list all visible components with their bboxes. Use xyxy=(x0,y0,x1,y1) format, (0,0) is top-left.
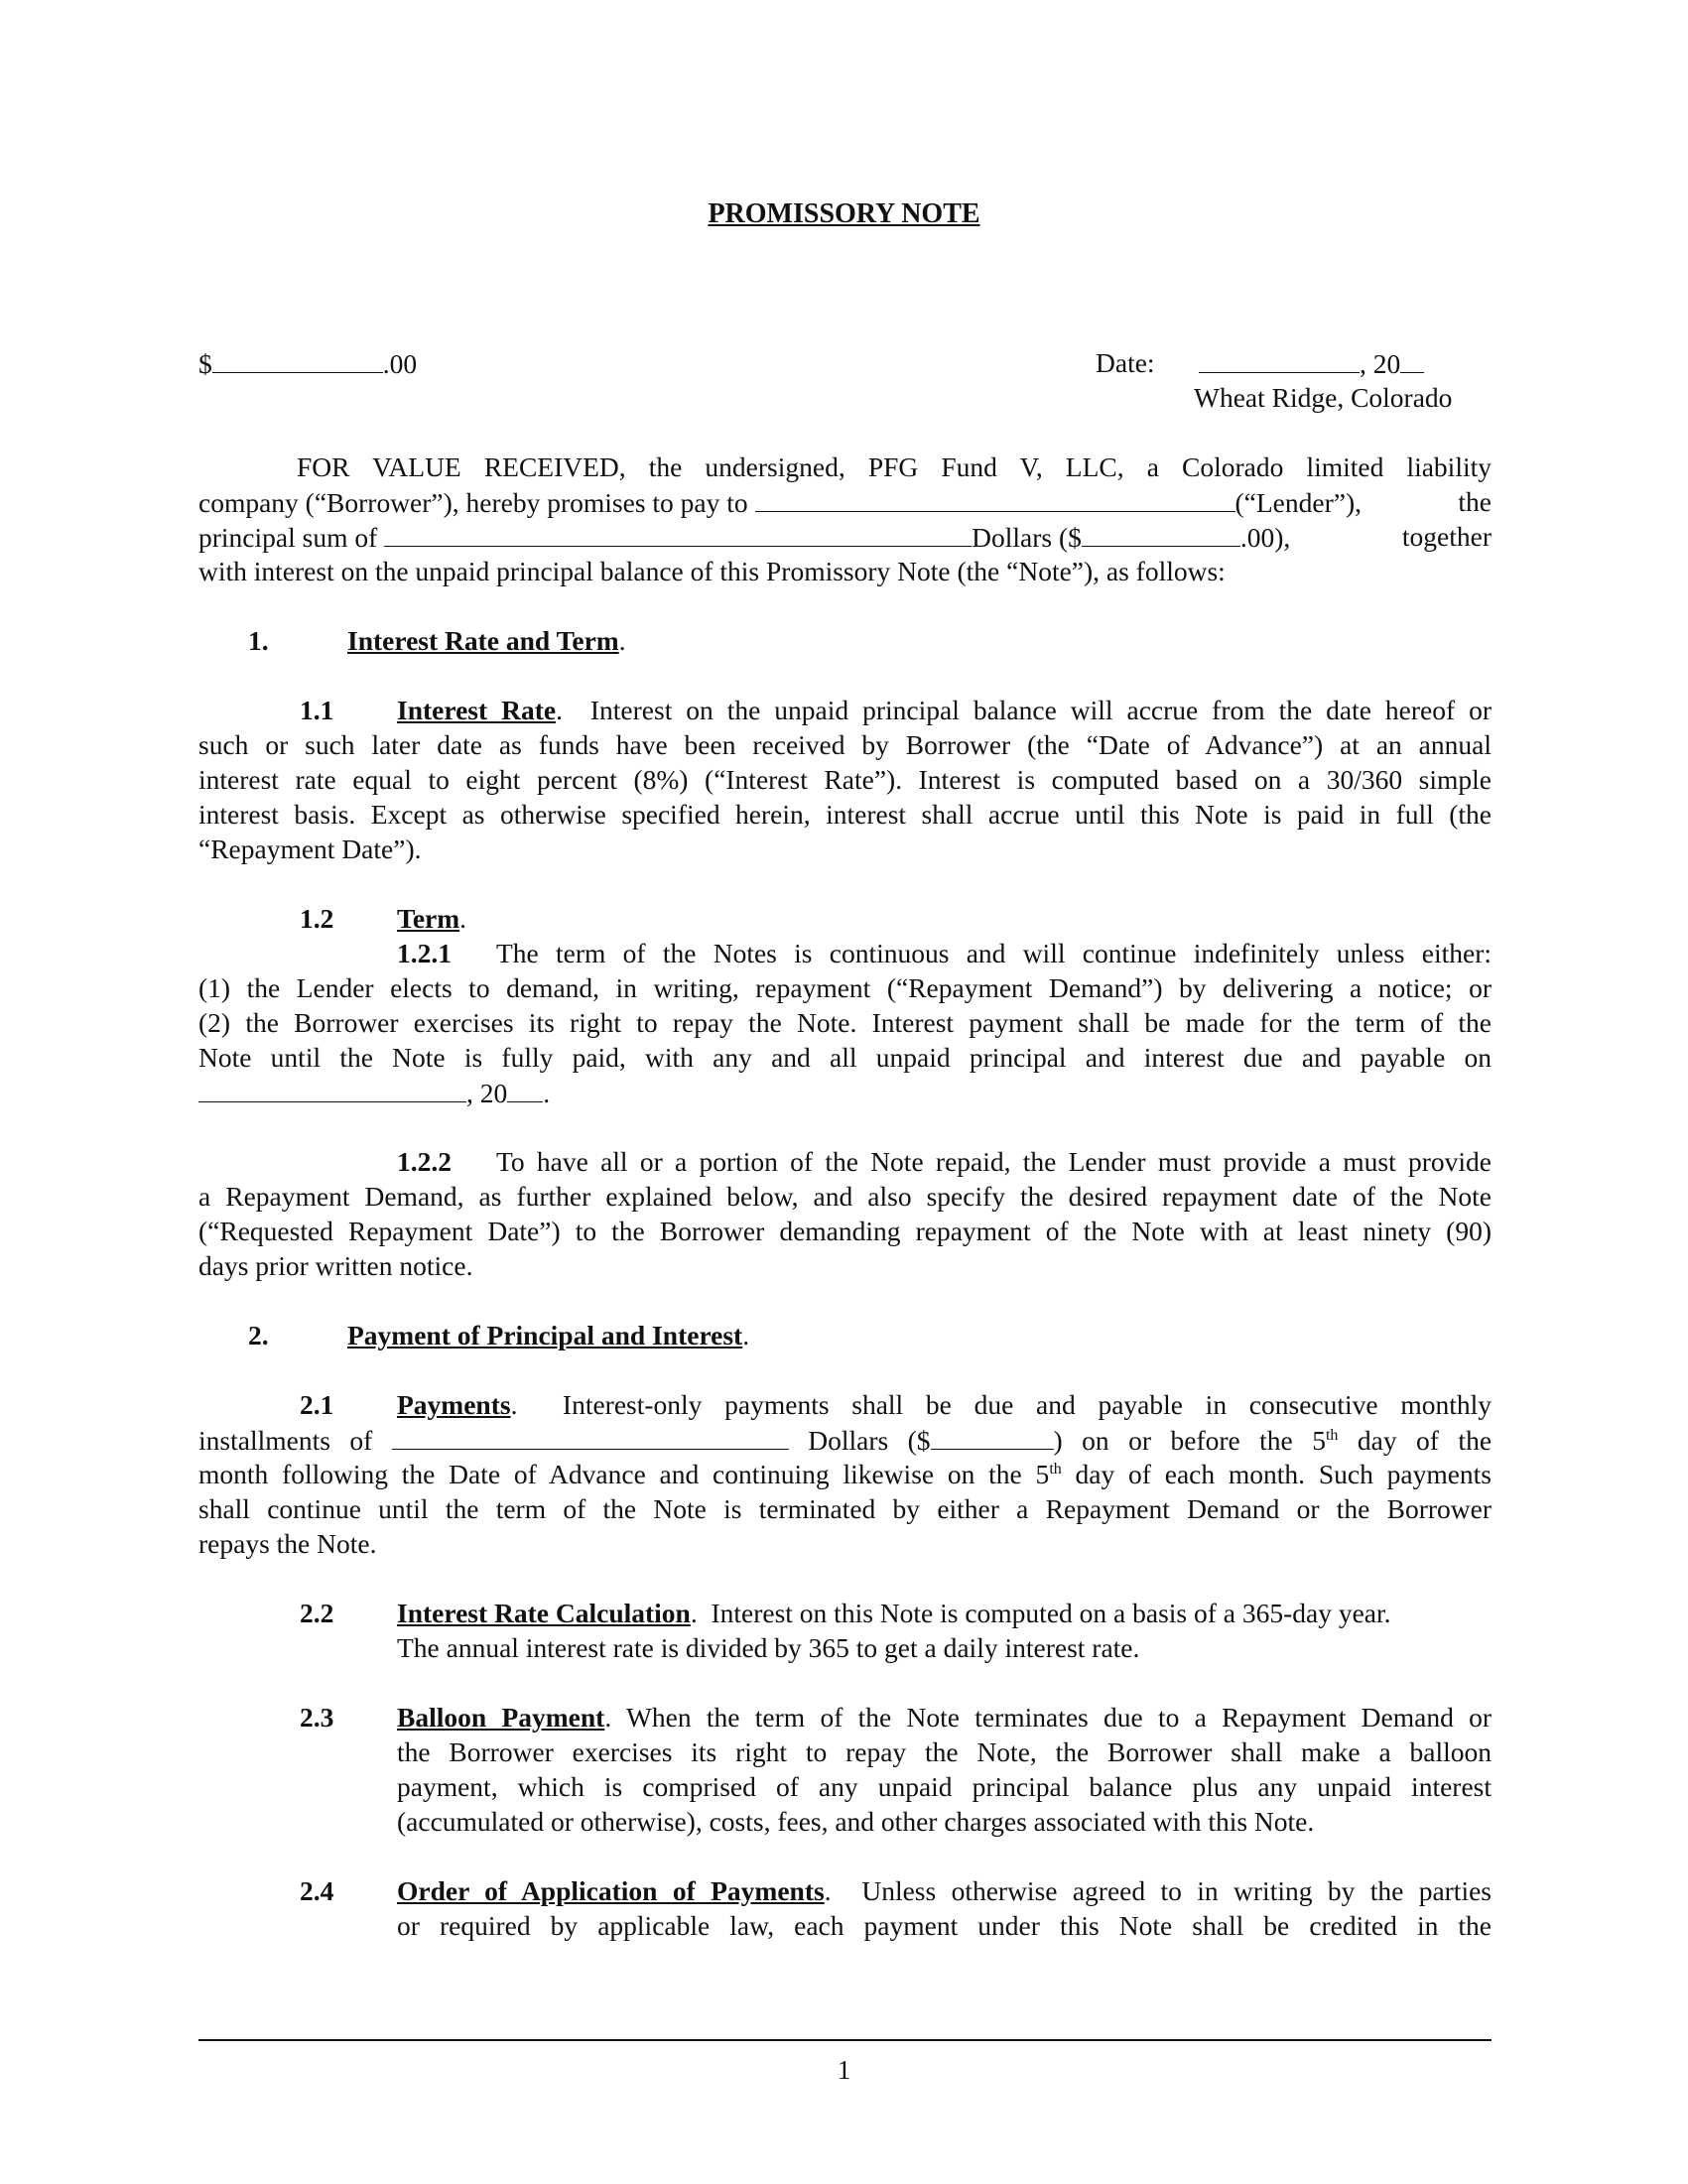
year-blank[interactable] xyxy=(1400,345,1424,373)
footer-divider xyxy=(198,2039,1492,2041)
section-2-3-line: Balloon Payment. When the term of the Note terminates due to a Repayment Demand or xyxy=(397,1702,1492,1733)
section-2-3-heading: Balloon Payment xyxy=(397,1702,605,1733)
principal-amount: $ .00 xyxy=(198,345,417,381)
intro-paragraph-line: company (“Borrower”), hereby promises to pay to (“Lender”), the xyxy=(198,486,1492,518)
section-2-4-line: or required by applicable law, each payment under this Note shall be credited in the xyxy=(397,1910,1492,1941)
section-2-1-line: month following the Date of Advance and continuing likewise on the 5th day of each month. Such payments xyxy=(198,1459,1493,1489)
section-1-number: 1. xyxy=(248,625,269,656)
principal-words-blank[interactable] xyxy=(384,519,972,547)
section-1-2-1-line: , 20 . xyxy=(198,1075,1492,1109)
section-2-2-line: The annual interest rate is divided by 365 to get a daily interest rate. xyxy=(397,1632,1140,1663)
section-1-2-1-line: Note until the Note is fully paid, with any and all unpaid principal and interest due and payable on xyxy=(198,1042,1492,1073)
section-2-1-line: installments of Dollars ($ ) on or before the 5th day of the xyxy=(198,1422,1492,1457)
section-1-2-1-number: 1.2.1 xyxy=(397,938,452,968)
lender-name-blank[interactable] xyxy=(755,484,1235,512)
section-2-1-number: 2.1 xyxy=(300,1389,334,1420)
section-2-1-line: shall continue until the term of the Note is terminated by either a Repayment Demand or the Borrower xyxy=(198,1493,1492,1524)
section-1-2-2-line: days prior written notice. xyxy=(198,1250,473,1281)
installment-words-blank[interactable] xyxy=(392,1422,789,1450)
date-field: , 20 xyxy=(1199,345,1424,381)
section-1-1-line: such or such later date as funds have been received by Borrower (the “Date of Advance”) at an annual xyxy=(198,729,1492,760)
date-label: Date: xyxy=(1096,347,1155,378)
section-1-2-2-line: (“Requested Repayment Date”) to the Borrower demanding repayment of the Note with at least ninety (90) xyxy=(198,1216,1492,1246)
section-2-1-heading: Payments xyxy=(397,1389,511,1420)
section-1-1-line: interest rate equal to eight percent (8%) (“Interest Rate”). Interest is computed based on a 30/360 simple xyxy=(198,764,1492,795)
section-2-number: 2. xyxy=(248,1320,269,1350)
installment-digits-blank[interactable] xyxy=(931,1422,1054,1450)
section-2-heading: Payment of Principal and Interest. xyxy=(347,1320,750,1350)
section-2-4-line: Order of Application of Payments. Unless otherwise agreed to in writing by the parties xyxy=(397,1875,1492,1906)
section-1-2-2-number: 1.2.2 xyxy=(397,1146,452,1177)
intro-paragraph-line: with interest on the unpaid principal balance of this Promissory Note (the “Note”), as follows: xyxy=(198,556,1226,586)
section-1-1-line: interest basis. Except as otherwise specified herein, interest shall accrue until this Note is paid in full (the xyxy=(198,799,1492,830)
section-1-2-number: 1.2 xyxy=(300,903,334,934)
section-2-2-line: Interest Rate Calculation. Interest on this Note is computed on a basis of a 365-day year. xyxy=(397,1598,1391,1628)
section-1-2-1-line: The term of the Notes is continuous and will continue indefinitely unless either: xyxy=(496,938,1492,968)
date-blank[interactable] xyxy=(1199,345,1360,373)
section-2-2-heading: Interest Rate Calculation xyxy=(397,1598,691,1628)
section-1-2-2-line: a Repayment Demand, as further explained below, and also specify the desired repayment date of the Note xyxy=(198,1181,1492,1212)
section-2-4-heading: Order of Application of Payments xyxy=(397,1875,825,1906)
section-1-2-1-line: (1) the Lender elects to demand, in writing, repayment (“Repayment Demand”) by delivering a notice; or xyxy=(198,972,1492,1003)
document-title: PROMISSORY NOTE xyxy=(708,198,980,229)
intro-paragraph-line: principal sum of Dollars ($ .00), together xyxy=(198,521,1492,553)
section-2-1-line: repays the Note. xyxy=(198,1528,377,1559)
section-1-1-line: “Repayment Date”). xyxy=(198,834,422,864)
intro-paragraph-line: FOR VALUE RECEIVED, the undersigned, PFG Fund V, LLC, a Colorado limited liability xyxy=(297,451,1492,482)
page-number: 1 xyxy=(837,2054,851,2085)
amount-blank[interactable] xyxy=(212,345,383,373)
section-1-2-1-line: (2) the Borrower exercises its right to repay the Note. Interest payment shall be made for the term of the xyxy=(198,1007,1492,1038)
principal-digits-blank[interactable] xyxy=(1082,519,1240,547)
section-1-1-heading: Interest Rate xyxy=(397,695,557,725)
maturity-date-blank[interactable] xyxy=(198,1075,466,1102)
section-1-heading: Interest Rate and Term. xyxy=(347,625,626,656)
maturity-year-blank[interactable] xyxy=(507,1075,543,1102)
section-1-2-2-line: To have all or a portion of the Note repaid, the Lender must provide a must provide xyxy=(496,1146,1492,1177)
section-2-1-line: Payments. Interest-only payments shall be due and payable in consecutive monthly xyxy=(397,1389,1492,1420)
section-2-3-line: the Borrower exercises its right to repay the Note, the Borrower shall make a balloon xyxy=(397,1736,1492,1767)
section-2-3-line: payment, which is comprised of any unpaid principal balance plus any unpaid interest xyxy=(397,1771,1492,1802)
section-2-3-line: (accumulated or otherwise), costs, fees, and other charges associated with this Note. xyxy=(397,1806,1315,1837)
section-1-1-number: 1.1 xyxy=(300,695,334,725)
section-1-1-line: Interest Rate. Interest on the unpaid principal balance will accrue from the date hereof or xyxy=(397,695,1493,725)
section-2-3-number: 2.3 xyxy=(300,1702,334,1733)
section-2-4-number: 2.4 xyxy=(300,1875,334,1906)
section-1-2-heading: Term. xyxy=(397,903,467,934)
section-2-2-number: 2.2 xyxy=(300,1598,334,1628)
location: Wheat Ridge, Colorado xyxy=(1194,382,1453,413)
